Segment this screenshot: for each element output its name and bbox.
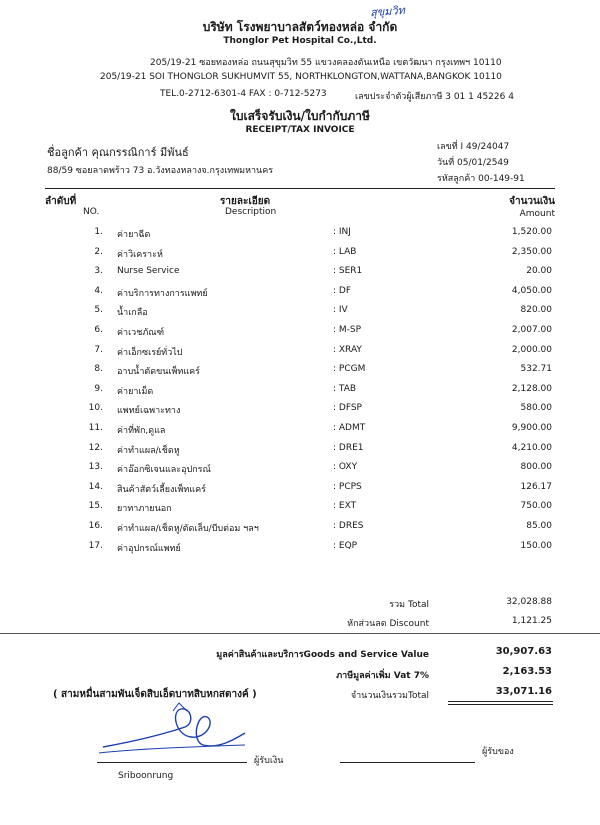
grand-total-value: 33,071.16 xyxy=(495,686,552,697)
company-name-thai: บริษัท โรงพยาบาลสัตว์ทองหล่อ จำกัด xyxy=(202,20,398,34)
item-amount: 580.00 xyxy=(520,403,552,414)
item-description: ยาทาภายนอก xyxy=(117,504,172,515)
item-number: 11. xyxy=(88,423,103,433)
item-code: : INJ xyxy=(333,227,351,237)
item-number: 4. xyxy=(94,285,103,296)
item-amount: 750.00 xyxy=(520,501,552,512)
item-description: ค่ายาเม็ด xyxy=(117,386,154,397)
item-amount: 126.17 xyxy=(520,481,552,492)
item-amount: 1,520.00 xyxy=(511,227,552,237)
item-number: 12. xyxy=(88,442,103,453)
column-amount-thai: จำนวนเงิน xyxy=(509,196,555,207)
item-amount: 85.00 xyxy=(526,521,552,531)
item-amount: 2,007.00 xyxy=(511,325,552,335)
item-description: ค่าทำแผล/เช็ดหู/ตัดเล็บ/บีบต่อม ฯลฯ xyxy=(117,524,259,534)
item-amount: 820.00 xyxy=(520,305,552,316)
table-row xyxy=(0,227,600,245)
tax-id: เลขประจำตัวผู้เสียภาษี 3 01 1 45226 4 xyxy=(355,92,514,102)
item-amount: 2,350.00 xyxy=(511,246,552,257)
item-number: 17. xyxy=(88,540,103,551)
goods-service-value: 30,907.63 xyxy=(495,646,552,657)
table-row xyxy=(0,403,600,421)
column-description-thai: รายละเอียด xyxy=(220,196,271,207)
handwritten-note: สุขุมวิท xyxy=(369,3,406,20)
item-code: : OXY xyxy=(333,462,358,473)
table-row xyxy=(0,325,600,343)
item-amount: 4,050.00 xyxy=(511,285,552,296)
invoice-date: วันที่ 05/01/2549 xyxy=(437,158,509,168)
recipient-label: ผู้รับของ xyxy=(482,747,514,757)
item-number: 8. xyxy=(94,364,103,375)
item-description: ค่าเอ็กซเรย์ทั่วไป xyxy=(117,347,183,358)
item-code: : M-SP xyxy=(333,325,362,335)
item-amount: 150.00 xyxy=(520,540,552,551)
item-description: แพทย์เฉพาะทาง xyxy=(117,406,181,417)
item-amount: 2,000.00 xyxy=(511,344,552,355)
item-code: : DFSP xyxy=(333,403,362,414)
table-row xyxy=(0,384,600,402)
total-value: 32,028.88 xyxy=(506,597,552,607)
goods-service-label: มูลค่าสินค้าและบริการGoods and Service Value xyxy=(216,650,429,660)
customer-name: ชื่อลูกค้า คุณกรรณิการ์ มีพันธ์ xyxy=(47,146,189,159)
column-no-thai: ลำดับที่ xyxy=(45,196,77,207)
received-by-label: ผู้รับเงิน xyxy=(254,756,284,766)
table-row xyxy=(0,345,600,363)
item-code: : SER1 xyxy=(333,266,363,277)
item-amount: 2,128.00 xyxy=(511,383,552,394)
item-number: 6. xyxy=(94,325,103,335)
item-code: : DRE1 xyxy=(333,442,364,453)
grand-total-label: จำนวนเงินรวมTotal xyxy=(350,691,429,701)
receiver-signature-line xyxy=(97,762,247,763)
item-description: สินค้าสัตว์เลี้ยงเพ็ทแคร์ xyxy=(117,484,206,495)
item-description: ค่าอุปกรณ์แพทย์ xyxy=(117,543,181,554)
item-code: : EXT xyxy=(333,501,357,512)
table-row xyxy=(0,443,600,461)
item-code: : LAB xyxy=(333,246,357,257)
table-row xyxy=(0,521,600,539)
table-row xyxy=(0,247,600,265)
item-code: : DRES xyxy=(333,521,364,531)
document-title-thai: ใบเสร็จรับเงิน/ใบกำกับภาษี xyxy=(230,109,370,123)
item-amount: 4,210.00 xyxy=(511,442,552,453)
receiver-signature xyxy=(95,697,255,762)
item-description: ค่ายาฉีด xyxy=(117,230,151,240)
item-code: : XRAY xyxy=(333,344,362,355)
grand-total-underline-2 xyxy=(448,704,553,705)
item-description: อาบน้ำตัดขนเพ็ทแคร์ xyxy=(117,367,200,378)
item-code: : PCPS xyxy=(333,481,362,492)
item-number: 3. xyxy=(94,266,103,277)
item-number: 16. xyxy=(88,521,103,531)
item-description: ค่าเวชภัณฑ์ xyxy=(117,328,165,338)
column-amount-english: Amount xyxy=(519,209,555,219)
vat-label: ภาษีมูลค่าเพิ่ม Vat 7% xyxy=(336,671,429,681)
item-description: ค่าทำแผล/เช็ดหู xyxy=(117,445,180,456)
item-amount: 800.00 xyxy=(520,462,552,473)
table-row xyxy=(0,286,600,304)
table-row xyxy=(0,541,600,559)
item-number: 15. xyxy=(88,501,103,512)
item-number: 9. xyxy=(94,383,103,394)
item-amount: 532.71 xyxy=(520,364,552,375)
discount-value: 1,121.25 xyxy=(511,616,552,626)
header-divider xyxy=(45,188,555,189)
table-row xyxy=(0,305,600,323)
contact-phone-fax: TEL.0-2712-6301-4 FAX : 0-712-5273 xyxy=(160,89,327,99)
table-row xyxy=(0,364,600,382)
item-description: น้ำเกลือ xyxy=(117,308,148,319)
address-thai: 205/19-21 ซอยทองหล่อ ถนนสุขุมวิท 55 แขวงคลองตันเหนือ เขตวัฒนา กรุงเทพฯ 10110 xyxy=(150,58,502,68)
item-number: 5. xyxy=(94,305,103,316)
receiver-name: Sriboonrung xyxy=(118,771,174,781)
item-description: ค่าบริการทางการแพทย์ xyxy=(117,288,208,299)
item-code: : ADMT xyxy=(333,423,366,433)
item-number: 13. xyxy=(88,462,103,473)
table-row xyxy=(0,462,600,480)
item-description: ค่าที่พัก,ดูแล xyxy=(117,426,166,436)
item-description: ค่าอ๊อกซิเจนและอุปกรณ์ xyxy=(117,465,211,476)
document-title-english: RECEIPT/TAX INVOICE xyxy=(245,125,355,135)
item-code: : DF xyxy=(333,285,351,296)
amount-in-words: ( สามหมื่นสามพันเจ็ดสิบเอ็ดบาทสิบหกสตางค์ ) xyxy=(53,689,257,700)
item-number: 7. xyxy=(94,344,103,355)
item-description: ค่าวิเคราะห์ xyxy=(117,249,163,260)
totals-divider xyxy=(0,633,600,634)
item-amount: 20.00 xyxy=(526,266,552,277)
column-no-english: NO. xyxy=(83,207,100,217)
item-amount: 9,900.00 xyxy=(511,423,552,433)
address-english: 205/19-21 SOI THONGLOR SUKHUMVIT 55, NORTHKLONGTON,WATTANA,BANGKOK 10110 xyxy=(100,72,502,82)
item-number: 2. xyxy=(94,246,103,257)
column-description-english: Description xyxy=(225,207,277,217)
item-code: : PCGM xyxy=(333,364,366,375)
item-number: 10. xyxy=(88,403,103,414)
table-row xyxy=(0,482,600,500)
table-row xyxy=(0,423,600,441)
grand-total-underline-1 xyxy=(448,701,553,702)
item-code: : TAB xyxy=(333,383,357,394)
invoice-number: เลขที่ I 49/24047 xyxy=(437,142,510,152)
table-row xyxy=(0,266,600,284)
company-name-english: Thonglor Pet Hospital Co.,Ltd. xyxy=(223,36,377,46)
vat-value: 2,163.53 xyxy=(502,666,552,677)
customer-code: รหัสลูกค้า 00-149-91 xyxy=(437,174,525,184)
item-description: Nurse Service xyxy=(117,266,180,277)
item-number: 14. xyxy=(88,481,103,492)
customer-address: 88/59 ซอยลาดพร้าว 73 อ.วังทองหลางจ.กรุงเทพมหานคร xyxy=(47,166,274,176)
discount-label: หักส่วนลด Discount xyxy=(347,619,429,629)
total-label: รวม Total xyxy=(389,600,429,610)
recipient-signature-line xyxy=(340,762,475,763)
item-code: : IV xyxy=(333,305,348,316)
item-code: : EQP xyxy=(333,540,358,551)
item-number: 1. xyxy=(94,227,103,237)
table-row xyxy=(0,501,600,519)
